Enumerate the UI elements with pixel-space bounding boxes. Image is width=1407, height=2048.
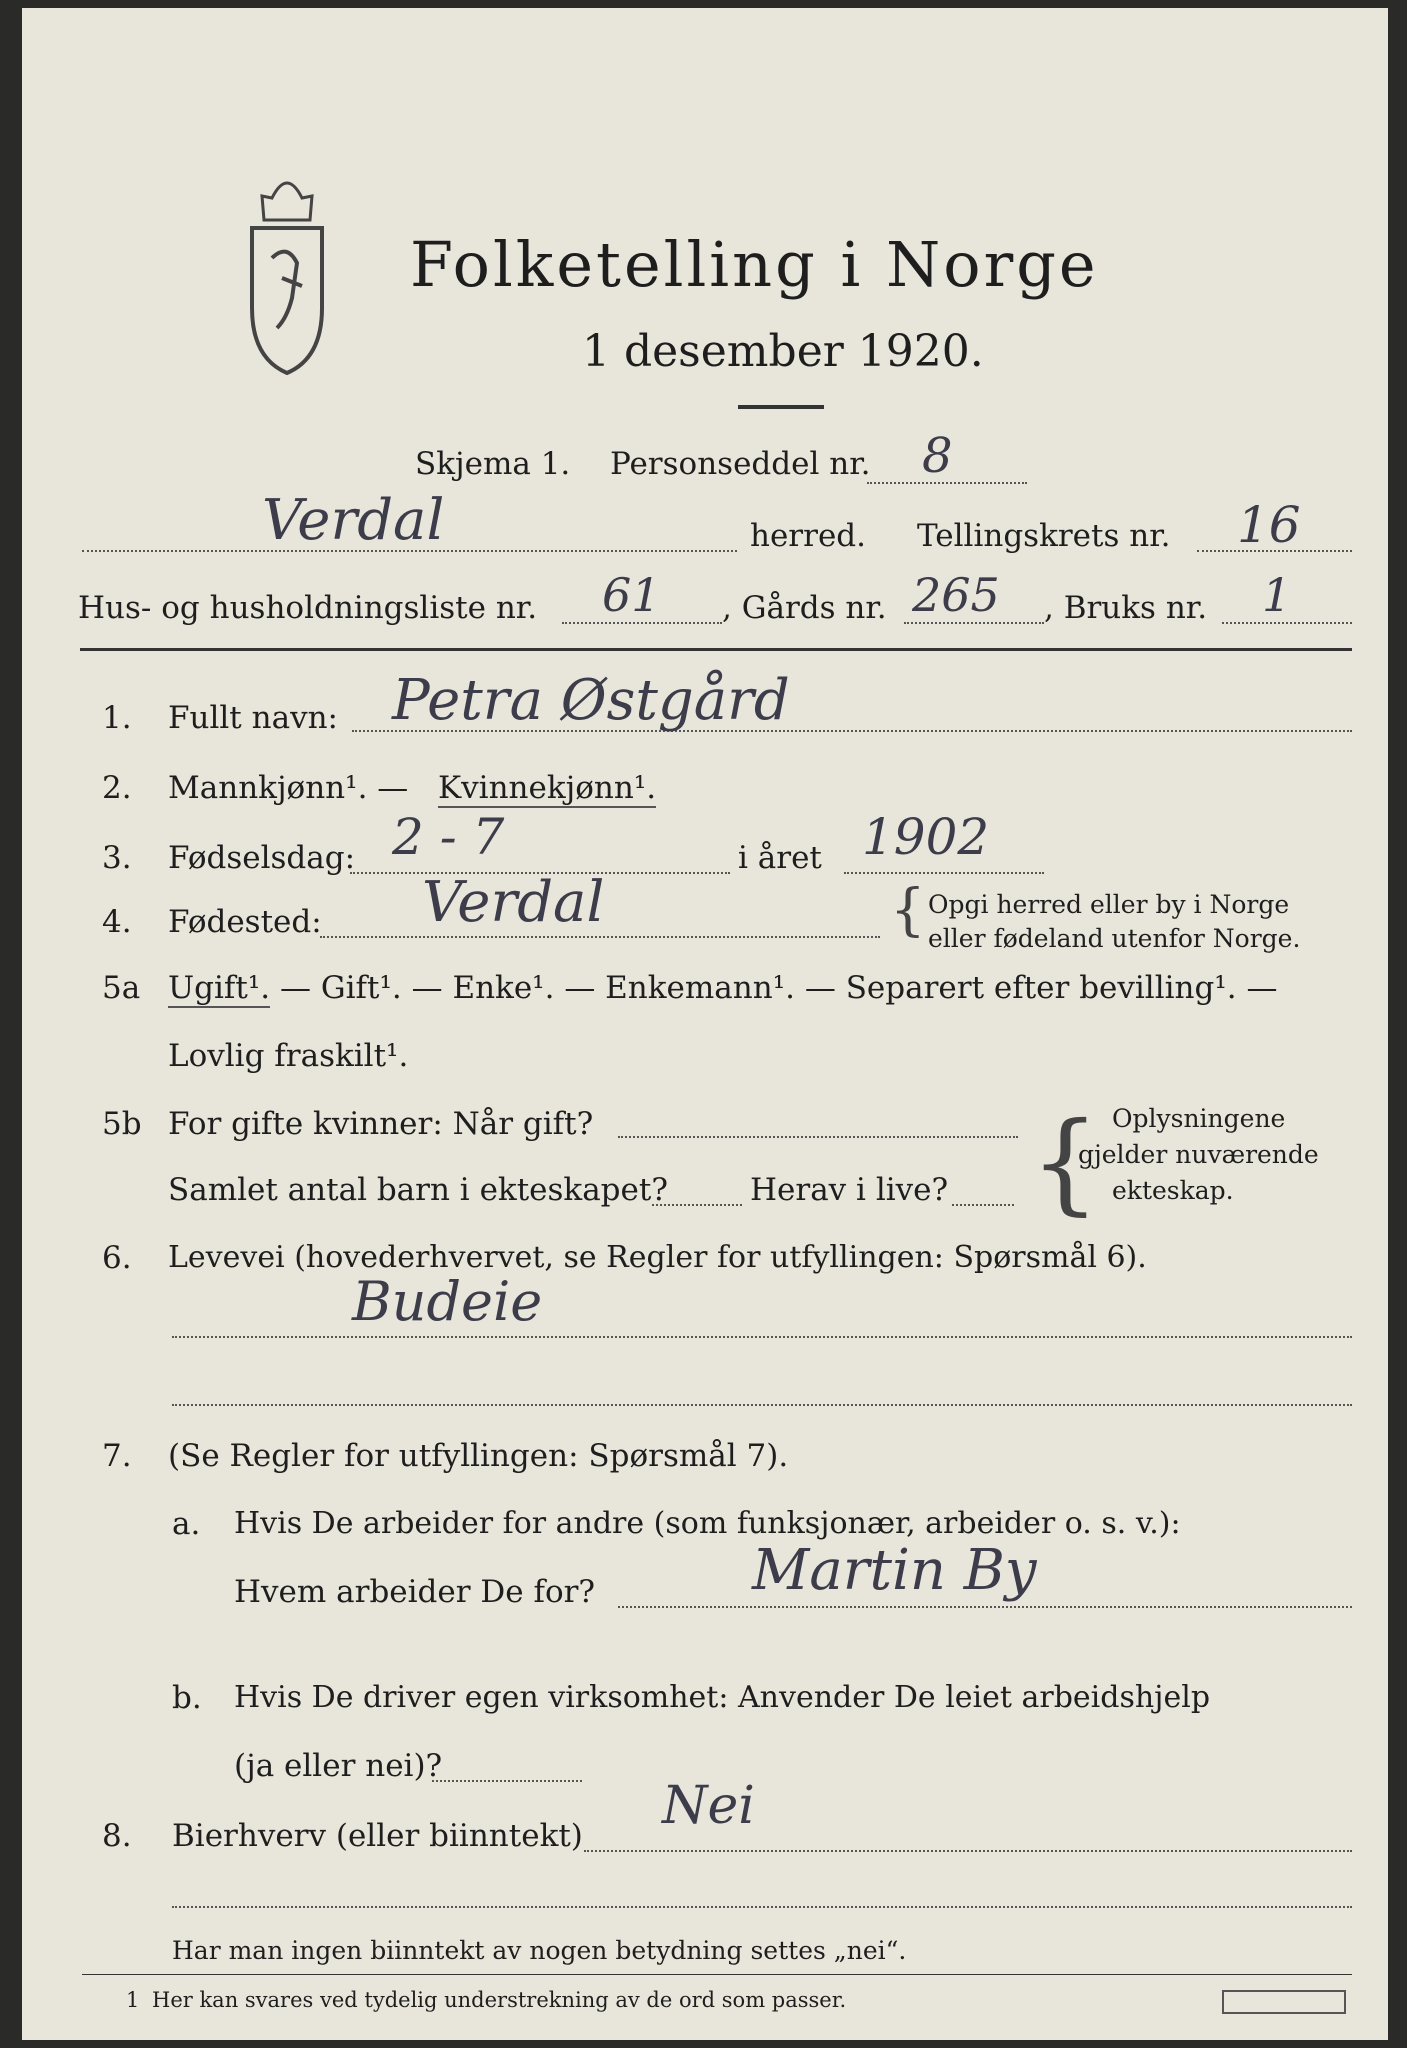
- q7a-line: [618, 1606, 1352, 1608]
- q5b-brace: {: [1030, 1098, 1100, 1226]
- herred-value: Verdal: [262, 488, 445, 553]
- q3-year-value: 1902: [862, 808, 990, 866]
- q2-mannkjonn: Mannkjønn¹. —: [168, 770, 409, 806]
- personseddel-label: Personseddel nr.: [610, 446, 871, 482]
- q6-line-1: [172, 1336, 1352, 1338]
- q5b-note-1: Oplysningene: [1112, 1104, 1286, 1133]
- q5b-live: Herav i live?: [750, 1172, 949, 1208]
- q5b-label: For gifte kvinner: Når gift?: [168, 1106, 594, 1142]
- q7a-letter: a.: [172, 1506, 201, 1542]
- q8-line-2: [172, 1906, 1352, 1908]
- q6-line-2: [172, 1404, 1352, 1406]
- hus-line: [562, 622, 722, 624]
- q4-note-1: Opgi herred eller by i Norge: [928, 890, 1290, 919]
- q7a-label: Hvis De arbeider for andre (som funksjonær, arbeider o. s. v.):: [234, 1506, 1181, 1541]
- q5b-note-2: gjelder nuværende: [1078, 1140, 1319, 1169]
- q5a-number: 5a: [102, 970, 141, 1006]
- form-date: 1 desember 1920.: [582, 326, 984, 377]
- q5a-ugift: Ugift¹.: [168, 970, 271, 1006]
- gards-label: , Gårds nr.: [722, 590, 887, 626]
- bruks-label: , Bruks nr.: [1044, 590, 1208, 626]
- q1-label: Fullt navn:: [168, 700, 338, 736]
- q5a-options: — Gift¹. — Enke¹. — Enkemann¹. — Separert efter bevilling¹. —: [280, 970, 1278, 1006]
- title-divider: [738, 405, 824, 409]
- bruks-value: 1: [1262, 568, 1292, 622]
- coat-of-arms-icon: [232, 168, 342, 378]
- tellingskrets-label: Tellingskrets nr.: [917, 518, 1171, 554]
- q4-brace: {: [890, 878, 926, 943]
- q5a-fraskilt: Lovlig fraskilt¹.: [168, 1038, 409, 1074]
- q5b-live-line: [952, 1204, 1014, 1206]
- q3-label: Fødselsdag:: [168, 840, 356, 876]
- bruks-line: [1222, 622, 1352, 624]
- q5b-number: 5b: [102, 1106, 142, 1142]
- q6-label: Levevei (hovederhvervet, se Regler for utfyllingen: Spørsmål 6).: [168, 1240, 1147, 1275]
- census-form: [22, 8, 1388, 2040]
- q8-number: 8.: [102, 1818, 132, 1854]
- gards-value: 265: [912, 568, 1000, 622]
- q4-note-2: eller fødeland utenfor Norge.: [928, 924, 1301, 953]
- q7-number: 7.: [102, 1438, 132, 1474]
- footnote-rule: [82, 1974, 1352, 1975]
- q4-number: 4.: [102, 904, 132, 940]
- footnote-text: Her kan svares ved tydelig understrekning av de ord som passer.: [152, 1988, 847, 2012]
- hus-label: Hus- og husholdningsliste nr.: [78, 590, 538, 626]
- q4-label: Fødested:: [168, 904, 322, 940]
- header-rule: [80, 648, 1352, 651]
- skjema-label: Skjema 1.: [415, 446, 571, 482]
- q7a-who: Hvem arbeider De for?: [234, 1574, 596, 1610]
- q7b-letter: b.: [172, 1680, 202, 1716]
- q7-label: (Se Regler for utfyllingen: Spørsmål 7).: [168, 1438, 789, 1474]
- q7a-value: Martin By: [752, 1538, 1037, 1603]
- q2-number: 2.: [102, 770, 132, 806]
- q1-value: Petra Østgård: [392, 668, 790, 733]
- q8-label: Bierhverv (eller biinntekt): [172, 1818, 583, 1854]
- footer-note: Har man ingen biinntekt av nogen betydning settes „nei“.: [172, 1936, 907, 1965]
- q3-value: 2 - 7: [392, 808, 505, 866]
- q4-value: Verdal: [422, 870, 605, 935]
- q5b-gift-line: [618, 1136, 1018, 1138]
- q8-value: Nei: [662, 1776, 755, 1836]
- herred-label: herred.: [750, 518, 866, 554]
- printer-stamp: [1222, 1990, 1346, 2014]
- q2-kvinnekjonn: Kvinnekjønn¹.: [438, 770, 657, 806]
- gards-line: [904, 622, 1044, 624]
- q3-number: 3.: [102, 840, 132, 876]
- q7b-line: [432, 1780, 582, 1782]
- q7b-line2: (ja eller nei)?: [234, 1748, 443, 1784]
- q5b-barn-line: [652, 1204, 742, 1206]
- q5b-barn: Samlet antal barn i ekteskapet?: [168, 1172, 668, 1208]
- q6-number: 6.: [102, 1240, 132, 1276]
- q3-year-label: i året: [738, 840, 822, 876]
- q8-line: [584, 1850, 1352, 1852]
- hus-value: 61: [602, 568, 661, 622]
- q6-value: Budeie: [352, 1270, 543, 1333]
- q4-line: [320, 936, 880, 938]
- personseddel-value: 8: [922, 428, 953, 484]
- footnote-number: 1: [126, 1988, 140, 2012]
- tellingskrets-value: 16: [1237, 496, 1301, 554]
- q5b-note-3: ekteskap.: [1112, 1176, 1234, 1205]
- q1-number: 1.: [102, 700, 132, 736]
- q7b-label: Hvis De driver egen virksomhet: Anvender De leiet arbeidshjelp: [234, 1680, 1211, 1715]
- q3-year-line: [844, 872, 1044, 874]
- form-title: Folketelling i Norge: [410, 228, 1099, 301]
